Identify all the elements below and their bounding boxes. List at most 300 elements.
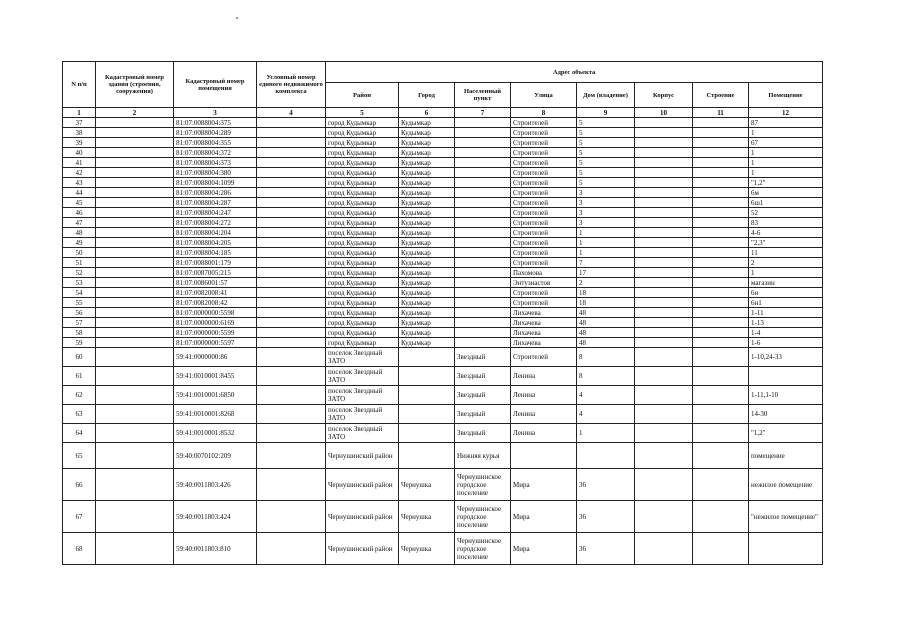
street-cell (511, 443, 577, 469)
settlement-cell (455, 198, 511, 208)
row-number: 61 (63, 367, 96, 386)
conditional-number-cell (257, 158, 326, 168)
street-cell: Строителей (511, 128, 577, 138)
room-cell: 6ш1 (749, 198, 823, 208)
room-cell: 1-11 (749, 308, 823, 318)
table-row (63, 268, 823, 278)
street-cell: Строителей (511, 288, 577, 298)
room-cell: 52 (749, 208, 823, 218)
row-number: 38 (63, 128, 96, 138)
building-cadastral-cell (96, 338, 174, 348)
city-cell: Кудымкар (399, 238, 455, 248)
conditional-number-cell (257, 308, 326, 318)
room-cell: 1 (749, 268, 823, 278)
district-cell: город Кудымкар (326, 198, 399, 208)
house-cell: 2 (577, 278, 635, 288)
city-cell: Кудымкар (399, 278, 455, 288)
district-cell: поселок Звездный ЗАТО (326, 348, 399, 367)
structure-cell (693, 424, 749, 443)
street-cell: Ленина (511, 424, 577, 443)
block-cell (635, 138, 693, 148)
city-cell (399, 367, 455, 386)
room-cadastral-cell: 59:40:0070102:209 (174, 443, 257, 469)
row-number: 66 (63, 469, 96, 501)
column-number: 10 (635, 108, 693, 118)
room-cadastral-cell: 81:07:0088004:289 (174, 128, 257, 138)
city-cell: Кудымкар (399, 308, 455, 318)
column-number: 8 (511, 108, 577, 118)
header-row-top (63, 62, 823, 83)
settlement-cell (455, 158, 511, 168)
street-cell: Строителей (511, 198, 577, 208)
conditional-number-cell (257, 218, 326, 228)
city-cell (399, 443, 455, 469)
district-cell: город Кудымкар (326, 288, 399, 298)
house-cell: 1 (577, 238, 635, 248)
district-cell: город Кудымкар (326, 228, 399, 238)
row-number: 68 (63, 533, 96, 565)
table-row (63, 148, 823, 158)
column-number-row (63, 108, 823, 118)
table-row (63, 258, 823, 268)
building-cadastral-cell (96, 424, 174, 443)
building-cadastral-cell (96, 248, 174, 258)
structure-cell (693, 348, 749, 367)
block-cell (635, 533, 693, 565)
district-cell: город Кудымкар (326, 218, 399, 228)
room-cell: "нежилое помещение" (749, 501, 823, 533)
room-cadastral-cell: 81:07:0088004:272 (174, 218, 257, 228)
city-cell: Кудымкар (399, 298, 455, 308)
city-cell (399, 405, 455, 424)
room-cadastral-cell: 81:07:0088001:179 (174, 258, 257, 268)
room-cadastral-cell: 59:41:0010001:6850 (174, 386, 257, 405)
block-cell (635, 298, 693, 308)
house-cell: 18 (577, 288, 635, 298)
block-cell (635, 178, 693, 188)
house-cell: 4 (577, 405, 635, 424)
city-cell: Кудымкар (399, 158, 455, 168)
city-cell (399, 386, 455, 405)
street-cell: Строителей (511, 178, 577, 188)
room-cell: 6м (749, 188, 823, 198)
structure-cell (693, 248, 749, 258)
block-cell (635, 128, 693, 138)
city-cell: Кудымкар (399, 168, 455, 178)
structure-cell (693, 533, 749, 565)
house-cell: 48 (577, 338, 635, 348)
city-cell (399, 348, 455, 367)
city-cell: Кудымкар (399, 188, 455, 198)
building-cadastral-cell (96, 228, 174, 238)
table-row (63, 298, 823, 308)
room-cadastral-cell: 81:07:0088004:380 (174, 168, 257, 178)
structure-cell (693, 258, 749, 268)
structure-cell (693, 148, 749, 158)
district-cell: город Кудымкар (326, 248, 399, 258)
city-cell: Чернушка (399, 533, 455, 565)
house-cell: 48 (577, 318, 635, 328)
house-cell: 1 (577, 248, 635, 258)
settlement-cell: Чернушинское городское поселение (455, 469, 511, 501)
district-cell: город Кудымкар (326, 328, 399, 338)
table-row (63, 308, 823, 318)
street-cell: Ленина (511, 386, 577, 405)
street-cell: Строителей (511, 348, 577, 367)
structure-cell (693, 198, 749, 208)
room-cell: 67 (749, 138, 823, 148)
table-row (63, 248, 823, 258)
row-number: 65 (63, 443, 96, 469)
room-cell: магазин (749, 278, 823, 288)
district-cell: город Кудымкар (326, 188, 399, 198)
header-city: Город (399, 83, 455, 108)
block-cell (635, 188, 693, 198)
block-cell (635, 258, 693, 268)
house-cell: 48 (577, 328, 635, 338)
row-number: 55 (63, 298, 96, 308)
registry-sheet (62, 61, 823, 565)
column-number: 7 (455, 108, 511, 118)
conditional-number-cell (257, 228, 326, 238)
column-number: 12 (749, 108, 823, 118)
city-cell: Кудымкар (399, 178, 455, 188)
building-cadastral-cell (96, 298, 174, 308)
conditional-number-cell (257, 386, 326, 405)
table-row (63, 424, 823, 443)
house-cell: 36 (577, 469, 635, 501)
structure-cell (693, 367, 749, 386)
block-cell (635, 288, 693, 298)
structure-cell (693, 138, 749, 148)
building-cadastral-cell (96, 138, 174, 148)
district-cell: поселок Звездный ЗАТО (326, 367, 399, 386)
district-cell: город Кудымкар (326, 168, 399, 178)
header-settlement: Населенный пункт (455, 83, 511, 108)
header-building-cadastral: Кадастровый номер здания (строения, сооружения) (96, 62, 174, 108)
street-cell: Строителей (511, 188, 577, 198)
table-row (63, 469, 823, 501)
block-cell (635, 424, 693, 443)
street-cell: Пахомова (511, 268, 577, 278)
block-cell (635, 248, 693, 258)
district-cell: город Кудымкар (326, 308, 399, 318)
room-cadastral-cell: 81:07:0088004:372 (174, 148, 257, 158)
structure-cell (693, 188, 749, 198)
street-cell: Строителей (511, 208, 577, 218)
city-cell: Кудымкар (399, 138, 455, 148)
settlement-cell (455, 218, 511, 228)
table-row (63, 158, 823, 168)
settlement-cell (455, 238, 511, 248)
room-cadastral-cell: 59:40:0011803:810 (174, 533, 257, 565)
building-cadastral-cell (96, 308, 174, 318)
structure-cell (693, 128, 749, 138)
settlement-cell (455, 328, 511, 338)
structure-cell (693, 328, 749, 338)
room-cell: 1 (749, 128, 823, 138)
table-row (63, 198, 823, 208)
building-cadastral-cell (96, 178, 174, 188)
room-cadastral-cell: 81:07:0086001:57 (174, 278, 257, 288)
house-cell: 48 (577, 308, 635, 318)
building-cadastral-cell (96, 367, 174, 386)
city-cell: Чернушка (399, 469, 455, 501)
room-cell: 1-4 (749, 328, 823, 338)
conditional-number-cell (257, 501, 326, 533)
conditional-number-cell (257, 248, 326, 258)
room-cadastral-cell: 81:07:0000000:5598 (174, 308, 257, 318)
block-cell (635, 228, 693, 238)
district-cell: город Кудымкар (326, 258, 399, 268)
table-row (63, 405, 823, 424)
header-conditional-number: Условный номер единого недвижимого комплекса (257, 62, 326, 108)
block-cell (635, 158, 693, 168)
structure-cell (693, 178, 749, 188)
block-cell (635, 348, 693, 367)
property-registry-table (62, 61, 823, 565)
building-cadastral-cell (96, 148, 174, 158)
district-cell: поселок Звездный ЗАТО (326, 386, 399, 405)
settlement-cell (455, 188, 511, 198)
city-cell: Кудымкар (399, 328, 455, 338)
building-cadastral-cell (96, 533, 174, 565)
room-cadastral-cell: 81:07:0088004:287 (174, 198, 257, 208)
house-cell: 18 (577, 298, 635, 308)
table-row (63, 328, 823, 338)
settlement-cell (455, 178, 511, 188)
building-cadastral-cell (96, 158, 174, 168)
table-row (63, 278, 823, 288)
row-number: 48 (63, 228, 96, 238)
city-cell: Кудымкар (399, 128, 455, 138)
conditional-number-cell (257, 533, 326, 565)
conditional-number-cell (257, 278, 326, 288)
room-cell: 1 (749, 168, 823, 178)
row-number: 59 (63, 338, 96, 348)
conditional-number-cell (257, 148, 326, 158)
district-cell: город Кудымкар (326, 338, 399, 348)
room-cadastral-cell: 59:40:0011803:426 (174, 469, 257, 501)
district-cell: город Кудымкар (326, 318, 399, 328)
room-cell: помещение (749, 443, 823, 469)
district-cell: город Кудымкар (326, 298, 399, 308)
row-number: 39 (63, 138, 96, 148)
room-cell: 4-6 (749, 228, 823, 238)
table-row (63, 288, 823, 298)
table-row (63, 367, 823, 386)
street-cell: Энтузиастов (511, 278, 577, 288)
structure-cell (693, 443, 749, 469)
settlement-cell (455, 128, 511, 138)
room-cadastral-cell: 81:07:0088004:355 (174, 138, 257, 148)
table-row (63, 238, 823, 248)
column-number: 5 (326, 108, 399, 118)
header-num: N п/п (63, 62, 96, 108)
block-cell (635, 367, 693, 386)
city-cell: Кудымкар (399, 198, 455, 208)
header-district: Район (326, 83, 399, 108)
structure-cell (693, 338, 749, 348)
district-cell: Чернушинский район (326, 469, 399, 501)
street-cell: Строителей (511, 158, 577, 168)
room-cell (749, 533, 823, 565)
table-row (63, 348, 823, 367)
district-cell: город Кудымкар (326, 238, 399, 248)
row-number: 47 (63, 218, 96, 228)
house-cell: 5 (577, 178, 635, 188)
row-number: 64 (63, 424, 96, 443)
conditional-number-cell (257, 298, 326, 308)
conditional-number-cell (257, 405, 326, 424)
street-cell: Лихачева (511, 328, 577, 338)
structure-cell (693, 501, 749, 533)
house-cell: 3 (577, 208, 635, 218)
row-number: 52 (63, 268, 96, 278)
conditional-number-cell (257, 138, 326, 148)
city-cell: Кудымкар (399, 208, 455, 218)
city-cell (399, 424, 455, 443)
room-cell: 6н (749, 288, 823, 298)
block-cell (635, 443, 693, 469)
settlement-cell (455, 228, 511, 238)
row-number: 45 (63, 198, 96, 208)
building-cadastral-cell (96, 268, 174, 278)
header-room: Помещение (749, 83, 823, 108)
row-number: 46 (63, 208, 96, 218)
street-cell: Строителей (511, 228, 577, 238)
settlement-cell: Звездный (455, 386, 511, 405)
room-cell: нежилое помещение (749, 469, 823, 501)
building-cadastral-cell (96, 278, 174, 288)
structure-cell (693, 278, 749, 288)
district-cell: поселок Звездный ЗАТО (326, 405, 399, 424)
structure-cell (693, 298, 749, 308)
row-number: 51 (63, 258, 96, 268)
city-cell: Чернушка (399, 501, 455, 533)
row-number: 56 (63, 308, 96, 318)
building-cadastral-cell (96, 501, 174, 533)
street-cell: Мира (511, 501, 577, 533)
settlement-cell: Звездный (455, 367, 511, 386)
street-cell: Строителей (511, 248, 577, 258)
settlement-cell (455, 298, 511, 308)
street-cell: Строителей (511, 218, 577, 228)
conditional-number-cell (257, 318, 326, 328)
room-cell: 6н1 (749, 298, 823, 308)
city-cell: Кудымкар (399, 258, 455, 268)
table-row (63, 128, 823, 138)
column-number: 1 (63, 108, 96, 118)
header-structure: Строение (693, 83, 749, 108)
block-cell (635, 268, 693, 278)
house-cell: 3 (577, 198, 635, 208)
city-cell: Кудымкар (399, 338, 455, 348)
house-cell: 1 (577, 424, 635, 443)
street-cell: Лихачева (511, 338, 577, 348)
settlement-cell (455, 288, 511, 298)
conditional-number-cell (257, 443, 326, 469)
building-cadastral-cell (96, 328, 174, 338)
structure-cell (693, 318, 749, 328)
conditional-number-cell (257, 469, 326, 501)
house-cell: 5 (577, 168, 635, 178)
table-row (63, 501, 823, 533)
row-number: 37 (63, 118, 96, 128)
building-cadastral-cell (96, 405, 174, 424)
city-cell: Кудымкар (399, 218, 455, 228)
room-cell: 1 (749, 148, 823, 158)
settlement-cell (455, 148, 511, 158)
conditional-number-cell (257, 238, 326, 248)
settlement-cell (455, 308, 511, 318)
room-cadastral-cell: 59:41:0010001:8455 (174, 367, 257, 386)
structure-cell (693, 288, 749, 298)
room-cadastral-cell: 81:07:0088004:375 (174, 118, 257, 128)
table-row (63, 188, 823, 198)
block-cell (635, 318, 693, 328)
row-number: 57 (63, 318, 96, 328)
street-cell: Ленина (511, 367, 577, 386)
block-cell (635, 168, 693, 178)
table-row (63, 218, 823, 228)
conditional-number-cell (257, 188, 326, 198)
house-cell: 7 (577, 258, 635, 268)
room-cadastral-cell: 59:41:0010001:8532 (174, 424, 257, 443)
block-cell (635, 208, 693, 218)
building-cadastral-cell (96, 198, 174, 208)
room-cell: 1-13 (749, 318, 823, 328)
street-cell: Мира (511, 469, 577, 501)
room-cadastral-cell: 81:07:0000000:6169 (174, 318, 257, 328)
structure-cell (693, 405, 749, 424)
building-cadastral-cell (96, 238, 174, 248)
room-cell (749, 367, 823, 386)
registry-rows (63, 118, 823, 565)
conditional-number-cell (257, 424, 326, 443)
room-cadastral-cell: 81:07:0000000:5599 (174, 328, 257, 338)
room-cadastral-cell: 81:07:0082008:42 (174, 298, 257, 308)
structure-cell (693, 218, 749, 228)
district-cell: город Кудымкар (326, 268, 399, 278)
house-cell: 17 (577, 268, 635, 278)
conditional-number-cell (257, 208, 326, 218)
block-cell (635, 238, 693, 248)
row-number: 50 (63, 248, 96, 258)
table-row (63, 228, 823, 238)
conditional-number-cell (257, 367, 326, 386)
building-cadastral-cell (96, 188, 174, 198)
row-number: 41 (63, 158, 96, 168)
district-cell: город Кудымкар (326, 138, 399, 148)
building-cadastral-cell (96, 469, 174, 501)
row-number: 67 (63, 501, 96, 533)
structure-cell (693, 168, 749, 178)
street-cell: Строителей (511, 238, 577, 248)
building-cadastral-cell (96, 128, 174, 138)
settlement-cell: Звездный (455, 424, 511, 443)
settlement-cell: Звездный (455, 405, 511, 424)
settlement-cell (455, 248, 511, 258)
street-cell: Строителей (511, 258, 577, 268)
settlement-cell: Звездный (455, 348, 511, 367)
settlement-cell: Чернушинское городское поселение (455, 533, 511, 565)
house-cell: 3 (577, 188, 635, 198)
district-cell: город Кудымкар (326, 208, 399, 218)
row-number: 58 (63, 328, 96, 338)
column-number: 6 (399, 108, 455, 118)
room-cell: 87 (749, 118, 823, 128)
